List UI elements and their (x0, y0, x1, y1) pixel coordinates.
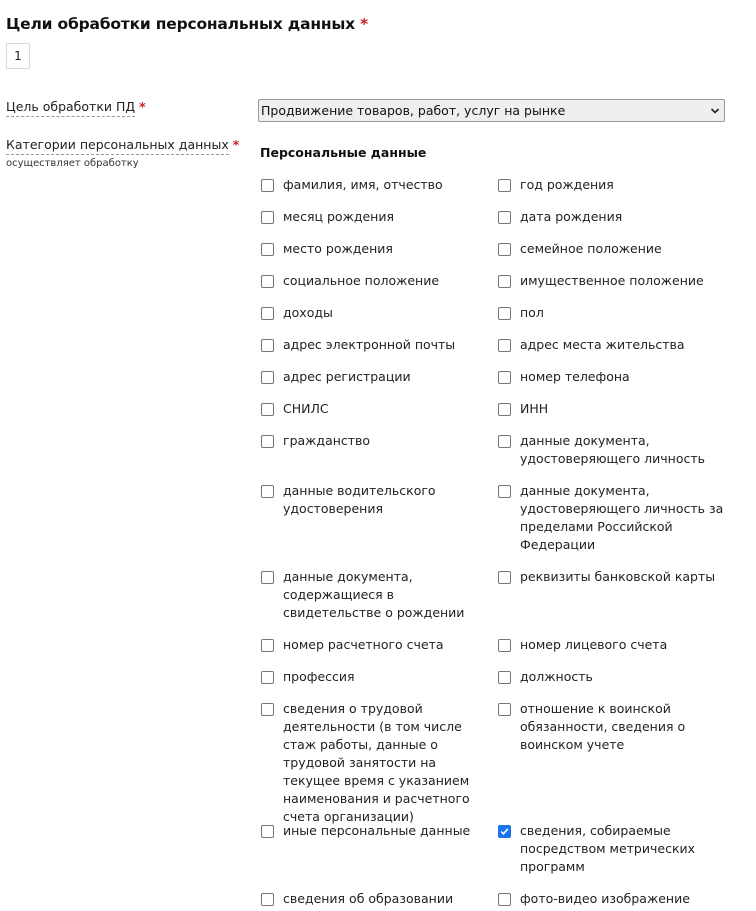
checkbox[interactable] (261, 639, 274, 652)
category-option-label: адрес регистрации (283, 369, 411, 384)
required-mark: * (232, 137, 240, 152)
checkbox[interactable] (498, 403, 511, 416)
category-option[interactable] (498, 484, 730, 554)
required-mark: * (360, 15, 369, 33)
category-option-label: место рождения (283, 241, 393, 256)
category-option-label: данные документа, удостоверяющего личность за пределами Российской Федерации (520, 483, 724, 552)
category-option-label: СНИЛС (283, 401, 329, 416)
category-option-label: ИНН (520, 401, 549, 416)
checkbox[interactable] (498, 371, 511, 384)
purpose-label (6, 99, 146, 114)
category-option[interactable] (498, 338, 730, 354)
category-option-label: данные документа, удостоверяющего личность (520, 433, 706, 466)
checkbox[interactable] (498, 243, 511, 256)
checkbox[interactable] (498, 339, 511, 352)
checkbox[interactable] (261, 371, 274, 384)
category-option-label: год рождения (520, 177, 614, 192)
checkbox[interactable] (261, 275, 274, 288)
section-title (6, 15, 368, 33)
category-option-label: номер расчетного счета (283, 637, 444, 652)
category-option-label: семейное положение (520, 241, 662, 256)
checkbox[interactable] (261, 571, 274, 584)
category-option[interactable] (261, 702, 493, 826)
category-option[interactable] (498, 402, 730, 418)
category-option-label: сведения, собираемые посредством метрических программ (520, 823, 696, 874)
category-option[interactable] (498, 178, 730, 194)
category-option-label: гражданство (283, 433, 371, 448)
checkbox[interactable] (261, 671, 274, 684)
checkbox[interactable] (498, 211, 511, 224)
checkbox[interactable] (498, 893, 511, 906)
group-title: Персональные данные (260, 145, 427, 160)
category-option[interactable] (498, 824, 730, 876)
checkbox[interactable] (261, 211, 274, 224)
checkmark-icon (500, 827, 509, 836)
category-option[interactable] (261, 484, 493, 518)
checkbox[interactable] (498, 275, 511, 288)
categories-label (6, 137, 239, 152)
checkbox[interactable] (498, 307, 511, 320)
category-option-label: реквизиты банковской карты (520, 569, 716, 584)
category-option[interactable] (261, 274, 493, 290)
item-number: 1 (6, 43, 30, 69)
checkbox[interactable] (498, 435, 511, 448)
checkbox[interactable] (498, 703, 511, 716)
category-option[interactable] (498, 210, 730, 226)
category-option[interactable] (261, 402, 493, 418)
category-option[interactable] (261, 892, 493, 908)
category-option-label: сведения об образовании (283, 891, 454, 906)
category-option-label: профессия (283, 669, 355, 684)
categories-hint: осуществляет обработку (6, 158, 139, 169)
category-option[interactable] (261, 434, 493, 450)
purpose-select-value: Продвижение товаров, работ, услуг на рынке (261, 103, 566, 118)
categories-label-text: Категории персональных данных (6, 137, 229, 155)
category-option-label: номер телефона (520, 369, 630, 384)
category-option-label: иные персональные данные (283, 823, 471, 838)
checkbox[interactable] (261, 179, 274, 192)
category-option[interactable] (261, 306, 493, 322)
category-option-label: месяц рождения (283, 209, 394, 224)
category-option-label: имущественное положение (520, 273, 704, 288)
checkbox[interactable] (261, 485, 274, 498)
category-option[interactable] (498, 370, 730, 386)
checkbox[interactable] (261, 403, 274, 416)
checkbox[interactable] (261, 825, 274, 838)
checkbox[interactable] (261, 307, 274, 320)
category-option[interactable] (261, 370, 493, 386)
checkbox[interactable] (261, 435, 274, 448)
required-mark: * (139, 99, 146, 114)
category-option-label: фамилия, имя, отчество (283, 177, 443, 192)
category-option-label: доходы (283, 305, 333, 320)
category-option-label: адрес электронной почты (283, 337, 456, 352)
category-option-label: данные документа, содержащиеся в свидетельстве о рождении (283, 569, 465, 620)
category-option[interactable] (498, 892, 730, 908)
category-option-label: дата рождения (520, 209, 623, 224)
chevron-down-icon (710, 106, 720, 116)
checkbox[interactable] (498, 671, 511, 684)
category-option-label: данные водительского удостоверения (283, 483, 436, 516)
checkbox[interactable] (498, 825, 511, 838)
checkbox[interactable] (261, 243, 274, 256)
purpose-select[interactable] (258, 99, 725, 122)
category-option-label: отношение к воинской обязанности, сведения о воинском учете (520, 701, 686, 752)
category-option-label: сведения о трудовой деятельности (в том числе стаж работы, данные о трудовой занятости на текущее время с указанием наименования и расчетного счета организации) (283, 701, 470, 824)
checkbox[interactable] (261, 893, 274, 906)
category-option-label: пол (520, 305, 544, 320)
category-option[interactable] (261, 338, 493, 354)
category-option-label: должность (520, 669, 593, 684)
category-option[interactable] (498, 570, 730, 586)
checkbox[interactable] (498, 571, 511, 584)
category-option-label: социальное положение (283, 273, 440, 288)
checkbox[interactable] (498, 179, 511, 192)
section-title-text: Цели обработки персональных данных (6, 15, 355, 33)
checkbox[interactable] (498, 639, 511, 652)
purpose-label-text: Цель обработки ПД (6, 99, 135, 117)
category-option[interactable] (498, 274, 730, 290)
category-option[interactable] (498, 638, 730, 654)
category-option[interactable] (498, 434, 730, 468)
category-option[interactable] (498, 670, 730, 686)
checkbox[interactable] (261, 339, 274, 352)
checkbox[interactable] (261, 703, 274, 716)
category-option[interactable] (261, 824, 493, 840)
category-option[interactable] (261, 570, 493, 622)
category-option[interactable] (498, 306, 730, 322)
category-option-label: номер лицевого счета (520, 637, 668, 652)
category-option-label: адрес места жительства (520, 337, 685, 352)
category-option[interactable] (261, 638, 493, 654)
category-option[interactable] (498, 242, 730, 258)
checkbox[interactable] (498, 485, 511, 498)
category-option[interactable] (261, 670, 493, 686)
category-option[interactable] (261, 178, 493, 194)
category-option[interactable] (261, 242, 493, 258)
category-option-label: фото-видео изображение (520, 891, 690, 906)
category-option[interactable] (261, 210, 493, 226)
category-option[interactable] (498, 702, 730, 754)
